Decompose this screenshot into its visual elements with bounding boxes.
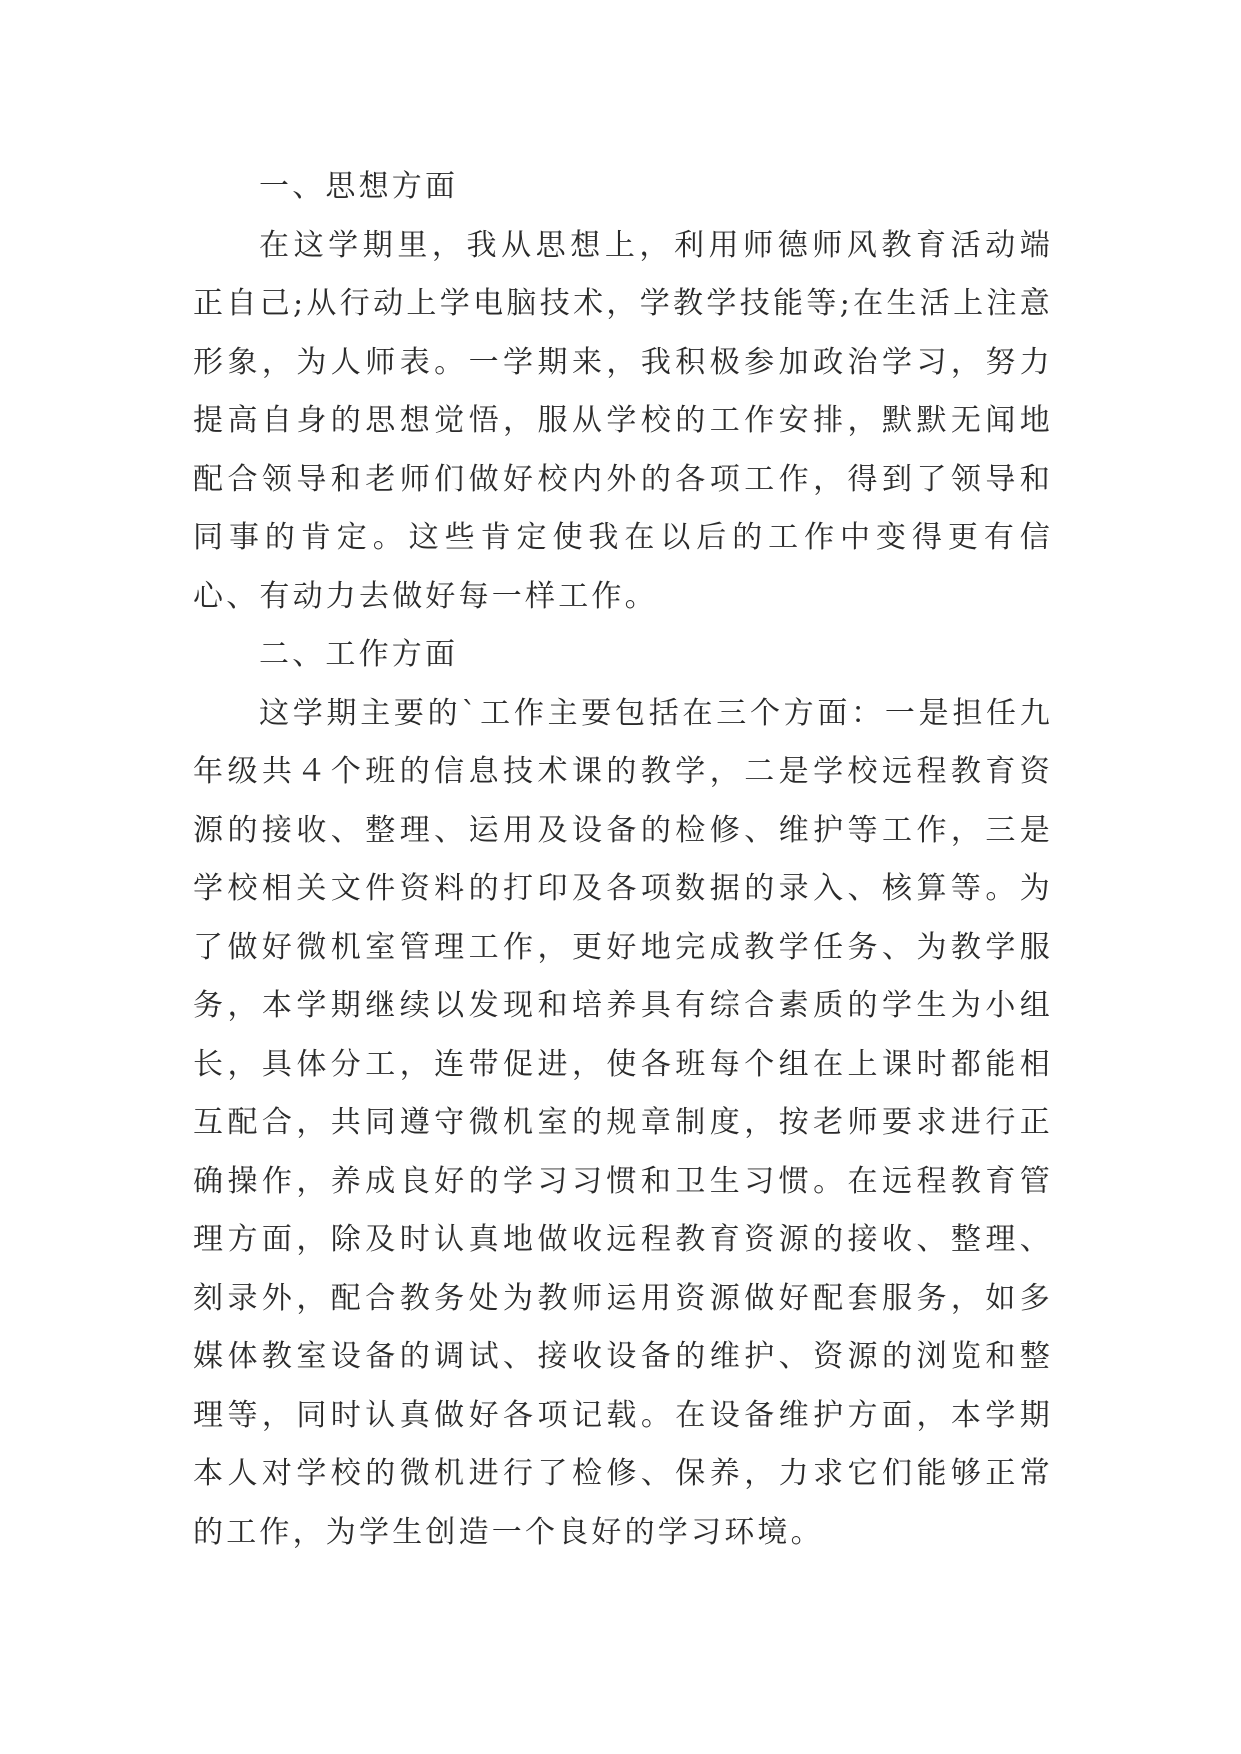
section-paragraph-work: 这学期主要的`工作主要包括在三个方面：一是担任九年级共４个班的信息技术课的教学，二是学校远程教育资源的接收、整理、运用及设备的检修、维护等工作，三是学校相关文件资料的打印及各项数据的录入、核算等。为了做好微机室管理工作，更好地完成教学任务、为教学服务，本学期继续以发现和培养具有综合素质的学生为小组长，具体分工，连带促进，使各班每个组在上课时都能相互配合，共同遵守微机室的规章制度，按老师要求进行正确操作，养成良好的学习习惯和卫生习惯。在远程教育管理方面，除及时认真地做收远程教育资源的接收、整理、刻录外，配合教务处为教师运用资源做好配套服务，如多媒体教室设备的调试、接收设备的维护、资源的浏览和整理等，同时认真做好各项记载。在设备维护方面，本学期本人对学校的微机进行了检修、保养，力求它们能够正常的工作，为学生创造一个良好的学习环境。	[193, 695, 1053, 1550]
section-paragraph-thought: 在这学期里，我从思想上，利用师德师风教育活动端正自己;从行动上学电脑技术，学教学技能等;在生活上注意形象，为人师表。一学期来，我积极参加政治学习，努力提高自身的思想觉悟，服从学校的工作安排，默默无闻地配合领导和老师们做好校内外的各项工作，得到了领导和同事的肯定。这些肯定使我在以后的工作中变得更有信心、有动力去做好每一样工作。	[193, 227, 1053, 614]
section-heading-thought: 一、思想方面	[259, 169, 459, 204]
section-heading-work: 二、工作方面	[259, 637, 459, 672]
document-body	[193, 158, 1053, 1562]
